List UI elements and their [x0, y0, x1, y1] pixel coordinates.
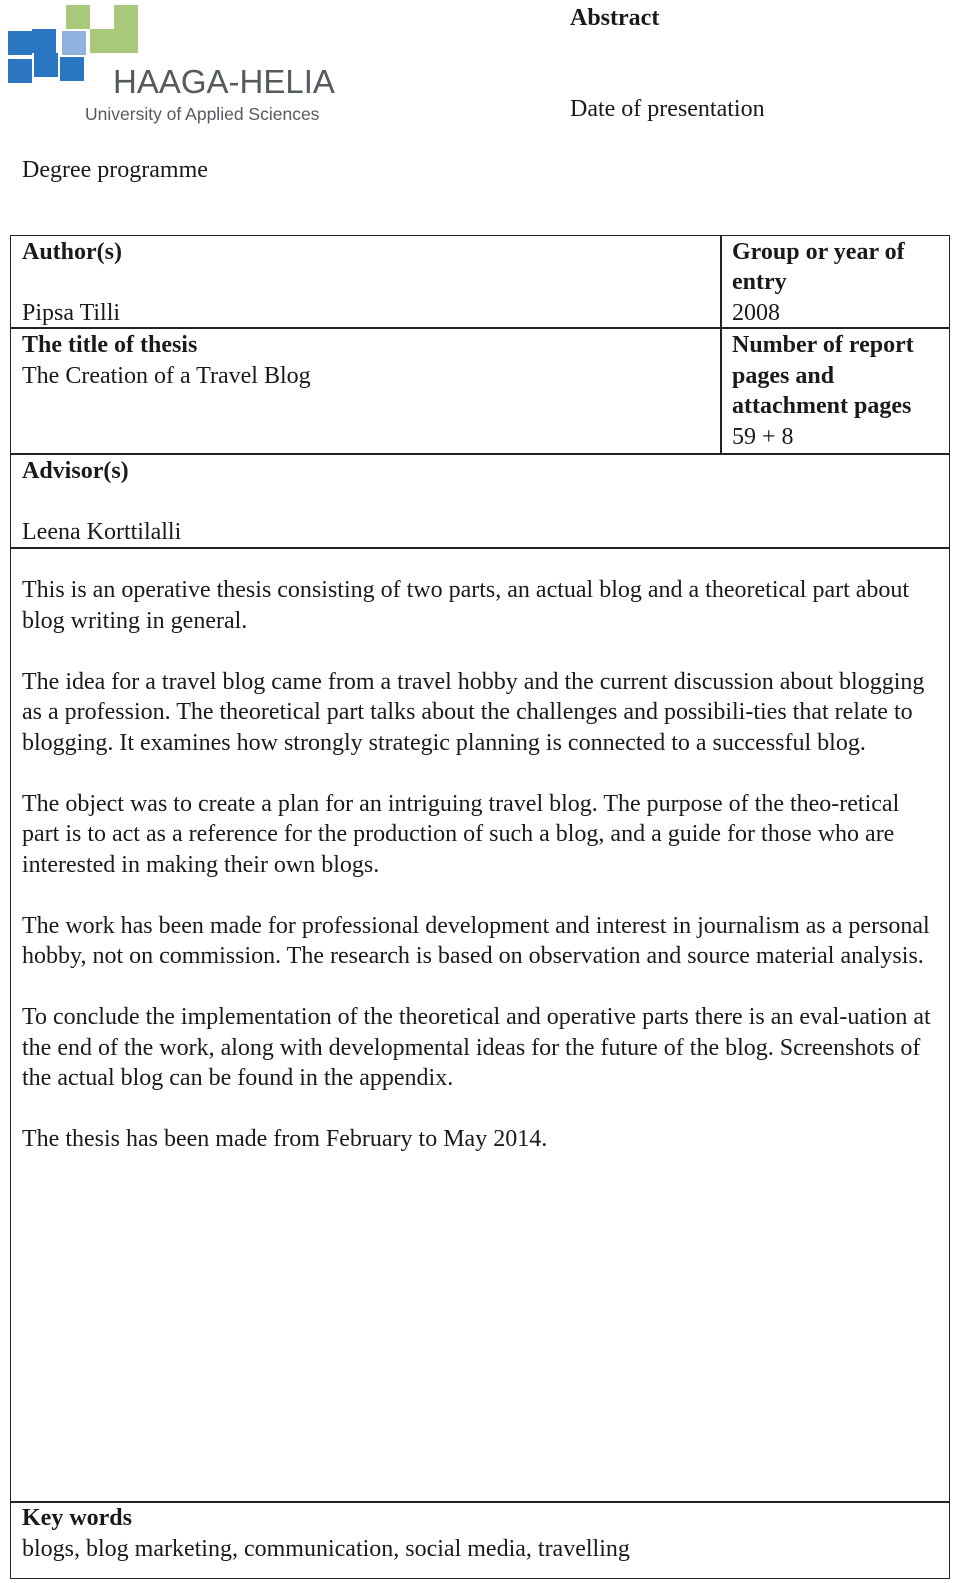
degree-programme-label: Degree programme: [22, 157, 208, 183]
abstract-paragraph: The idea for a travel blog came from a travel hobby and the current discussion about blogging as a profession. The theoretical part talks about the challenges and possibili-ties that relate to blogging. It examines how strongly strategic planning is connected to a successful blog.: [22, 668, 925, 756]
pages-label-line1: Number of report: [732, 332, 914, 358]
authors-value: Pipsa Tilli: [22, 300, 121, 326]
haaga-helia-logo: [8, 5, 358, 130]
abstract-paragraph: The work has been made for professional development and interest in journalism as a personal hobby, not on commission. The research is based on observation and source material analysis.: [22, 912, 930, 969]
keywords-label: Key words: [22, 1505, 132, 1531]
title-label: The title of thesis: [22, 332, 198, 358]
logo-wordmark: HAAGA-HELIA: [113, 63, 335, 100]
keywords-value: blogs, blog marketing, communication, social media, travelling: [22, 1536, 630, 1562]
abstract-paragraph: This is an operative thesis consisting of two parts, an actual blog and a theoretical part about blog writing in general.: [22, 577, 910, 634]
advisors-value: Leena Korttilalli: [22, 519, 182, 545]
title-value: The Creation of a Travel Blog: [22, 363, 311, 389]
abstract-heading: Abstract: [570, 5, 660, 31]
pages-value: 59 + 8: [732, 424, 794, 450]
abstract-paragraph: The object was to create a plan for an intriguing travel blog. The purpose of the theo-retical part is to act as a reference for the production of such a blog, and a guide for those who are interested in making their own blogs.: [22, 790, 900, 878]
abstract-paragraph: To conclude the implementation of the theoretical and operative parts there is an eval-uation at the end of the work, along with developmental ideas for the future of the blog. Screenshots of the actual blog can be found in the appendix.: [22, 1004, 931, 1091]
date-of-presentation-label: Date of presentation: [570, 96, 765, 122]
authors-label: Author(s): [22, 239, 122, 265]
abstract-paragraph: The thesis has been made from February to May 2014.: [22, 1126, 548, 1152]
advisors-label: Advisor(s): [22, 458, 129, 484]
abstract-body: [22, 575, 942, 1185]
group-label-line2: entry: [732, 269, 787, 295]
logo-subtitle: University of Applied Sciences: [85, 104, 320, 124]
pages-label-line3: attachment pages: [732, 393, 912, 419]
group-label-line1: Group or year of: [732, 239, 905, 265]
pages-label-line2: pages and: [732, 363, 835, 389]
group-value: 2008: [732, 300, 780, 326]
